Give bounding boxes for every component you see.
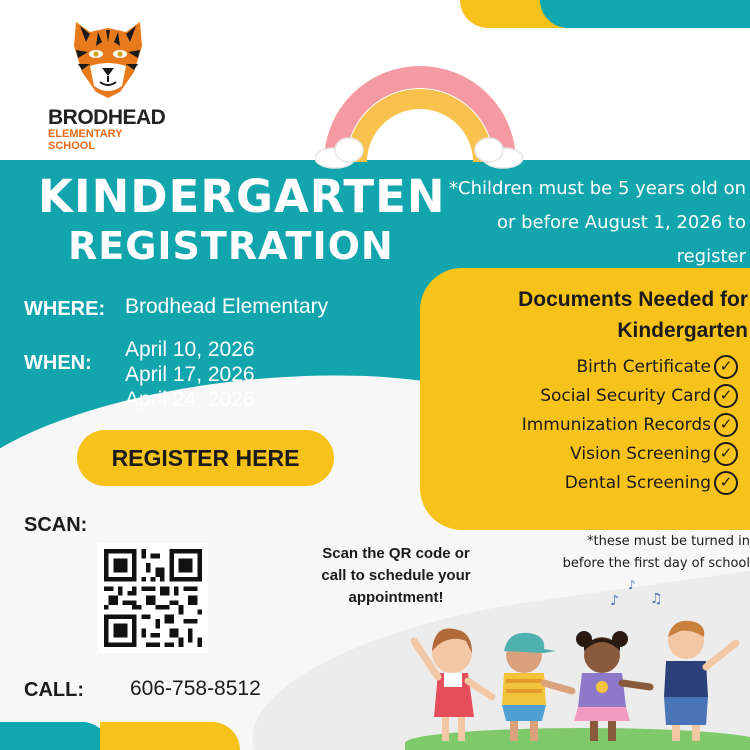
top-teal-bar <box>540 0 750 28</box>
bottom-yellow-bar <box>100 722 240 750</box>
document-label: Immunization Records <box>521 414 711 435</box>
age-note-line: *Children must be 5 years old on <box>449 178 746 199</box>
tiger-mascot-icon <box>68 16 148 100</box>
where-value: Brodhead Elementary <box>125 295 329 318</box>
documents-list <box>440 352 738 497</box>
call-label: CALL: <box>24 679 84 701</box>
document-label: Vision Screening <box>570 443 711 464</box>
school-name: BRODHEAD <box>48 106 166 129</box>
list-item <box>440 410 738 439</box>
documents-title <box>430 284 748 346</box>
document-label: Dental Screening <box>564 472 711 493</box>
date-item: April 24, 2026 <box>125 388 255 411</box>
list-item <box>440 439 738 468</box>
check-circle-icon: ✓ <box>714 384 738 408</box>
scan-note-line: Scan the QR code or <box>322 545 470 562</box>
school-logo <box>48 16 166 152</box>
check-circle-icon: ✓ <box>714 442 738 466</box>
bottom-teal-bar <box>0 722 110 750</box>
age-note-line: or before August 1, 2026 to <box>497 212 746 233</box>
rainbow-illustration <box>315 62 525 172</box>
scan-note-line: appointment! <box>348 589 444 606</box>
turn-in-note <box>530 531 750 575</box>
turn-in-line: before the first day of school <box>562 556 750 571</box>
where-label: WHERE: <box>24 298 106 320</box>
page-title: KINDERGARTEN <box>38 170 446 223</box>
check-circle-icon: ✓ <box>714 471 738 495</box>
list-item <box>440 468 738 497</box>
list-item <box>440 381 738 410</box>
date-item: April 10, 2026 <box>125 338 255 361</box>
svg-text:♪: ♪ <box>628 578 636 592</box>
date-item: April 17, 2026 <box>125 363 255 386</box>
children-illustration <box>400 575 750 750</box>
school-subtitle: ELEMENTARY SCHOOL <box>48 128 123 152</box>
when-dates <box>125 337 255 412</box>
register-button[interactable]: REGISTER HERE <box>77 430 334 486</box>
qr-code-icon <box>104 549 202 647</box>
check-circle-icon: ✓ <box>714 413 738 437</box>
svg-text:♪: ♪ <box>610 593 619 609</box>
age-requirement-note <box>412 172 746 274</box>
document-label: Birth Certificate <box>576 356 711 377</box>
page-subtitle: REGISTRATION <box>68 224 394 268</box>
list-item <box>440 352 738 381</box>
documents-title-line: Documents Needed for <box>518 288 748 311</box>
documents-title-line: Kindergarten <box>617 319 748 342</box>
when-label: WHEN: <box>24 352 92 374</box>
phone-number[interactable]: 606-758-8512 <box>130 677 261 700</box>
document-label: Social Security Card <box>540 385 711 406</box>
turn-in-line: *these must be turned in <box>587 534 750 549</box>
music-note-icon <box>610 578 663 609</box>
age-note-line: register <box>676 246 746 267</box>
scan-note-line: call to schedule your <box>321 567 471 584</box>
svg-text:♫: ♫ <box>650 591 663 607</box>
check-circle-icon: ✓ <box>714 355 738 379</box>
qr-code[interactable] <box>98 543 208 653</box>
scan-label: SCAN: <box>24 514 88 536</box>
